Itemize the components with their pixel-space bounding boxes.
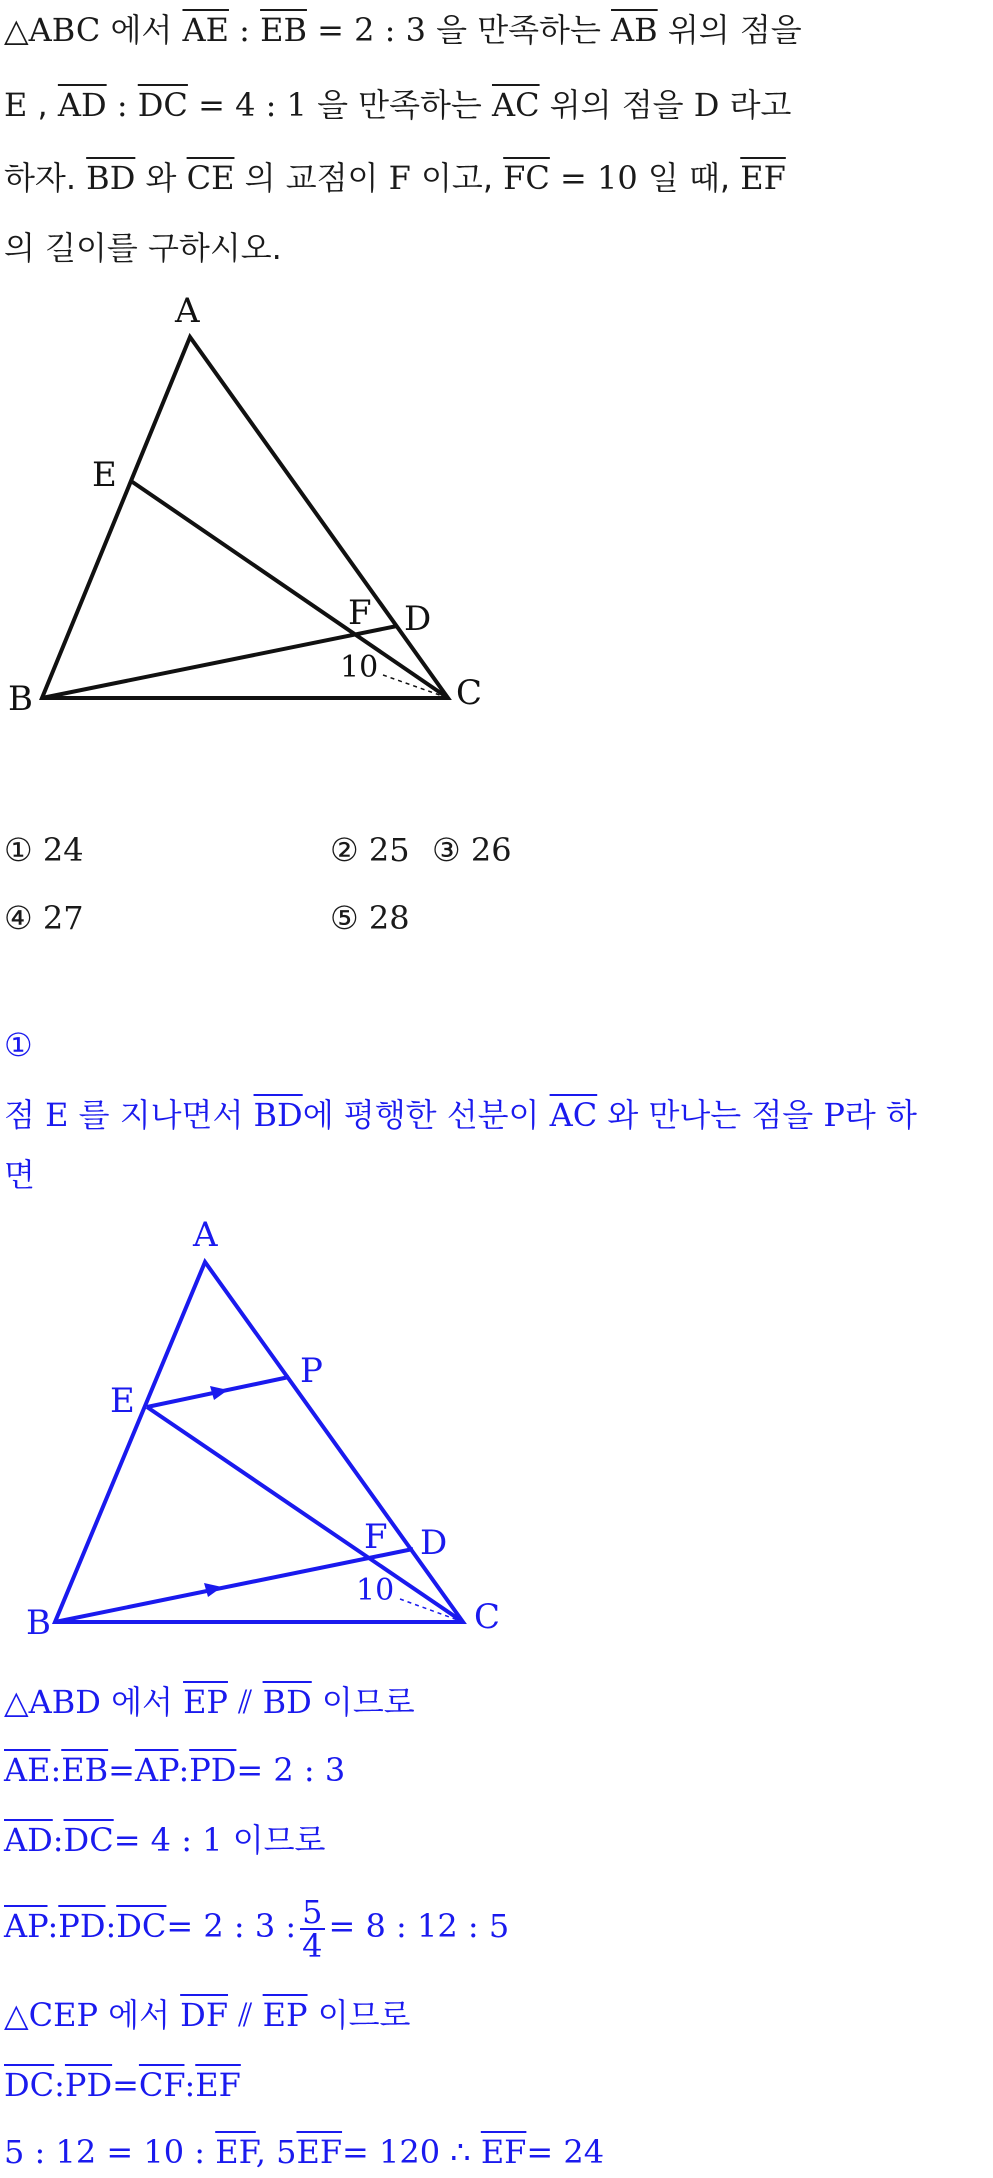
choice-value: 27	[42, 899, 84, 937]
segment-ac: $\overline{AC}$	[549, 1096, 598, 1134]
answer-mark: ①	[4, 1026, 33, 1064]
solution-step-1	[4, 1682, 415, 1722]
choice-2[interactable]	[330, 830, 410, 870]
figure-2-triangle	[0, 1210, 520, 1650]
text: ,	[27, 86, 58, 124]
segment-ef: $\overline{EF}$	[296, 2133, 343, 2171]
label-a: A	[193, 1215, 218, 1255]
solution-step-5	[4, 1995, 410, 2035]
fraction-five-quarters	[300, 1892, 324, 1965]
triangle-abc: △ABC	[4, 11, 101, 49]
solution-step-4	[4, 1892, 510, 1965]
choice-3[interactable]	[432, 830, 512, 870]
ratio-value: = 2 : 3 :	[166, 1907, 297, 1945]
segment-ap: $\overline{AP}$	[134, 1751, 179, 1789]
text: 이고,	[410, 159, 504, 197]
choice-value: 24	[42, 831, 84, 869]
problem-line-1	[4, 10, 802, 50]
therefore-symbol: ∴	[440, 2133, 481, 2171]
label-fc-length: 10	[356, 1573, 395, 1608]
problem-line-3	[4, 158, 786, 198]
segment-bd: $\overline{BD}$	[262, 1683, 312, 1721]
text: , 5	[255, 2133, 297, 2171]
ratio-colon: :	[228, 11, 261, 49]
text: 을 만족하는	[436, 11, 612, 49]
problem-line-2	[4, 85, 791, 125]
text: 이므로	[311, 1683, 415, 1721]
text: = 120	[342, 2133, 441, 2171]
segment-bd: $\overline{BD}$	[253, 1096, 303, 1134]
segment-ec-line	[147, 1407, 463, 1622]
text: 점	[4, 1096, 46, 1134]
segment-pd: $\overline{PD}$	[64, 2066, 113, 2104]
text: 을 만족하는	[317, 86, 492, 124]
text: 를 지나면서	[68, 1096, 254, 1134]
fraction-denominator: 4	[302, 1926, 323, 1965]
segment-eb: $\overline{EB}$	[61, 1751, 109, 1789]
label-f: F	[364, 1517, 388, 1557]
text: 의 교점이	[234, 159, 389, 197]
text: 에서	[100, 1683, 184, 1721]
segment-eb: $\overline{EB}$	[260, 11, 307, 49]
ratio-value: = 2 : 3	[306, 11, 437, 49]
text: 일 때,	[647, 159, 741, 197]
ratio-value: = 4 : 1	[113, 1821, 233, 1859]
segment-ep: $\overline{EP}$	[183, 1683, 228, 1721]
colon: :	[52, 1821, 64, 1859]
triangle-abd: △ABD	[4, 1683, 101, 1721]
segment-dc: $\overline{DC}$	[63, 1821, 114, 1859]
problem-line-4: 의 길이를 구하시오.	[4, 229, 282, 267]
label-c: C	[456, 673, 483, 713]
segment-pd: $\overline{PD}$	[58, 1907, 106, 1945]
label-c: C	[474, 1597, 501, 1637]
label-p: P	[300, 1351, 323, 1391]
fraction-numerator: 5	[302, 1892, 323, 1931]
solution-intro	[4, 1095, 917, 1135]
choice-mark: ⑤	[330, 899, 359, 937]
segment-ac: $\overline{AC}$	[491, 86, 540, 124]
segment-ef: $\overline{EF}$	[740, 159, 786, 197]
solution-step-2	[4, 1750, 345, 1790]
solution-step-7	[4, 2132, 604, 2172]
text: 이므로	[232, 1821, 326, 1859]
choice-mark: ①	[4, 831, 33, 869]
ratio-value: = 2 : 3	[236, 1751, 346, 1789]
segment-cf: $\overline{CF}$	[138, 2066, 185, 2104]
choice-mark: ②	[330, 831, 359, 869]
colon: :	[47, 1907, 59, 1945]
label-fc-length: 10	[340, 650, 379, 685]
label-f: F	[348, 593, 372, 633]
text: 에서	[97, 1996, 181, 2034]
segment-ad: $\overline{AD}$	[4, 1821, 53, 1859]
segment-bd: $\overline{BD}$	[86, 159, 136, 197]
colon: :	[184, 2066, 196, 2104]
figure-1-triangle	[0, 290, 500, 730]
segment-pd: $\overline{PD}$	[189, 1751, 237, 1789]
segment-ab: $\overline{AB}$	[611, 11, 658, 49]
label-d: D	[404, 599, 432, 639]
triangle-abc-shape	[55, 1262, 463, 1622]
label-b: B	[8, 679, 33, 719]
point-f: F	[388, 159, 411, 197]
choice-5[interactable]	[330, 898, 410, 938]
segment-ae: $\overline{AE}$	[4, 1751, 51, 1789]
value: = 10	[549, 159, 648, 197]
parallel-symbol: ⫽	[228, 1996, 263, 2034]
label-b: B	[26, 1603, 51, 1643]
segment-dc: $\overline{DC}$	[4, 2066, 55, 2104]
triangle-cep: △CEP	[4, 1996, 98, 2034]
parallel-symbol: ⫽	[227, 1683, 263, 1721]
choice-mark: ④	[4, 899, 33, 937]
proportion: 5 : 12 = 10 :	[4, 2133, 216, 2171]
segment-ef: $\overline{EF}$	[195, 2066, 241, 2104]
segment-ap: $\overline{AP}$	[4, 1907, 48, 1945]
text: 와 만나는 점을	[597, 1096, 824, 1134]
segment-ad: $\overline{AD}$	[57, 86, 107, 124]
colon: :	[105, 1907, 117, 1945]
equals: =	[112, 2066, 139, 2104]
text: 위의 점을	[657, 11, 802, 49]
equals: =	[108, 1751, 135, 1789]
segment-ce: $\overline{CE}$	[186, 159, 235, 197]
label-e: E	[110, 1381, 135, 1421]
ratio-colon: :	[106, 86, 138, 124]
final-answer: = 24	[526, 2133, 605, 2171]
segment-fc: $\overline{FC}$	[503, 159, 550, 197]
segment-ef: $\overline{EF}$	[480, 2133, 527, 2171]
point-e: E	[45, 1096, 69, 1134]
text: 라 하	[844, 1096, 917, 1134]
triangle-abc-shape	[42, 337, 448, 698]
text: 위의 점을	[539, 86, 694, 124]
ratio-value: = 4 : 1	[187, 86, 318, 124]
text: 이므로	[307, 1996, 411, 2034]
segment-df: $\overline{DF}$	[180, 1996, 229, 2034]
choice-1[interactable]	[4, 830, 84, 870]
ratio-result: = 8 : 12 : 5	[328, 1907, 510, 1945]
segment-dc: $\overline{DC}$	[137, 86, 188, 124]
label-e: E	[92, 455, 117, 495]
choice-value: 26	[470, 831, 512, 869]
segment-ef: $\overline{EF}$	[215, 2133, 256, 2171]
solution-step-6	[4, 2065, 241, 2105]
point-e: E	[4, 86, 28, 124]
text: 에 평행한 선분이	[302, 1096, 550, 1134]
segment-ae: $\overline{AE}$	[182, 11, 229, 49]
colon: :	[54, 2066, 65, 2104]
segment-ep: $\overline{EP}$	[262, 1996, 308, 2034]
label-d: D	[420, 1523, 448, 1563]
point-p: P	[823, 1096, 845, 1134]
text: 에서	[100, 11, 183, 49]
colon: :	[178, 1751, 190, 1789]
choice-value: 28	[368, 899, 410, 937]
choice-4[interactable]	[4, 898, 84, 938]
label-a: A	[175, 291, 200, 331]
point-d: D	[693, 86, 720, 124]
solution-intro-2: 면	[4, 1156, 35, 1194]
parallel-arrow-icon	[210, 1386, 228, 1400]
segment-dc: $\overline{DC}$	[116, 1907, 167, 1945]
choice-mark: ③	[432, 831, 461, 869]
solution-step-3	[4, 1820, 325, 1860]
colon: :	[50, 1751, 62, 1789]
text: 하자.	[4, 159, 87, 197]
choice-value: 25	[368, 831, 410, 869]
text: 라고	[719, 86, 792, 124]
text: 와	[135, 159, 187, 197]
